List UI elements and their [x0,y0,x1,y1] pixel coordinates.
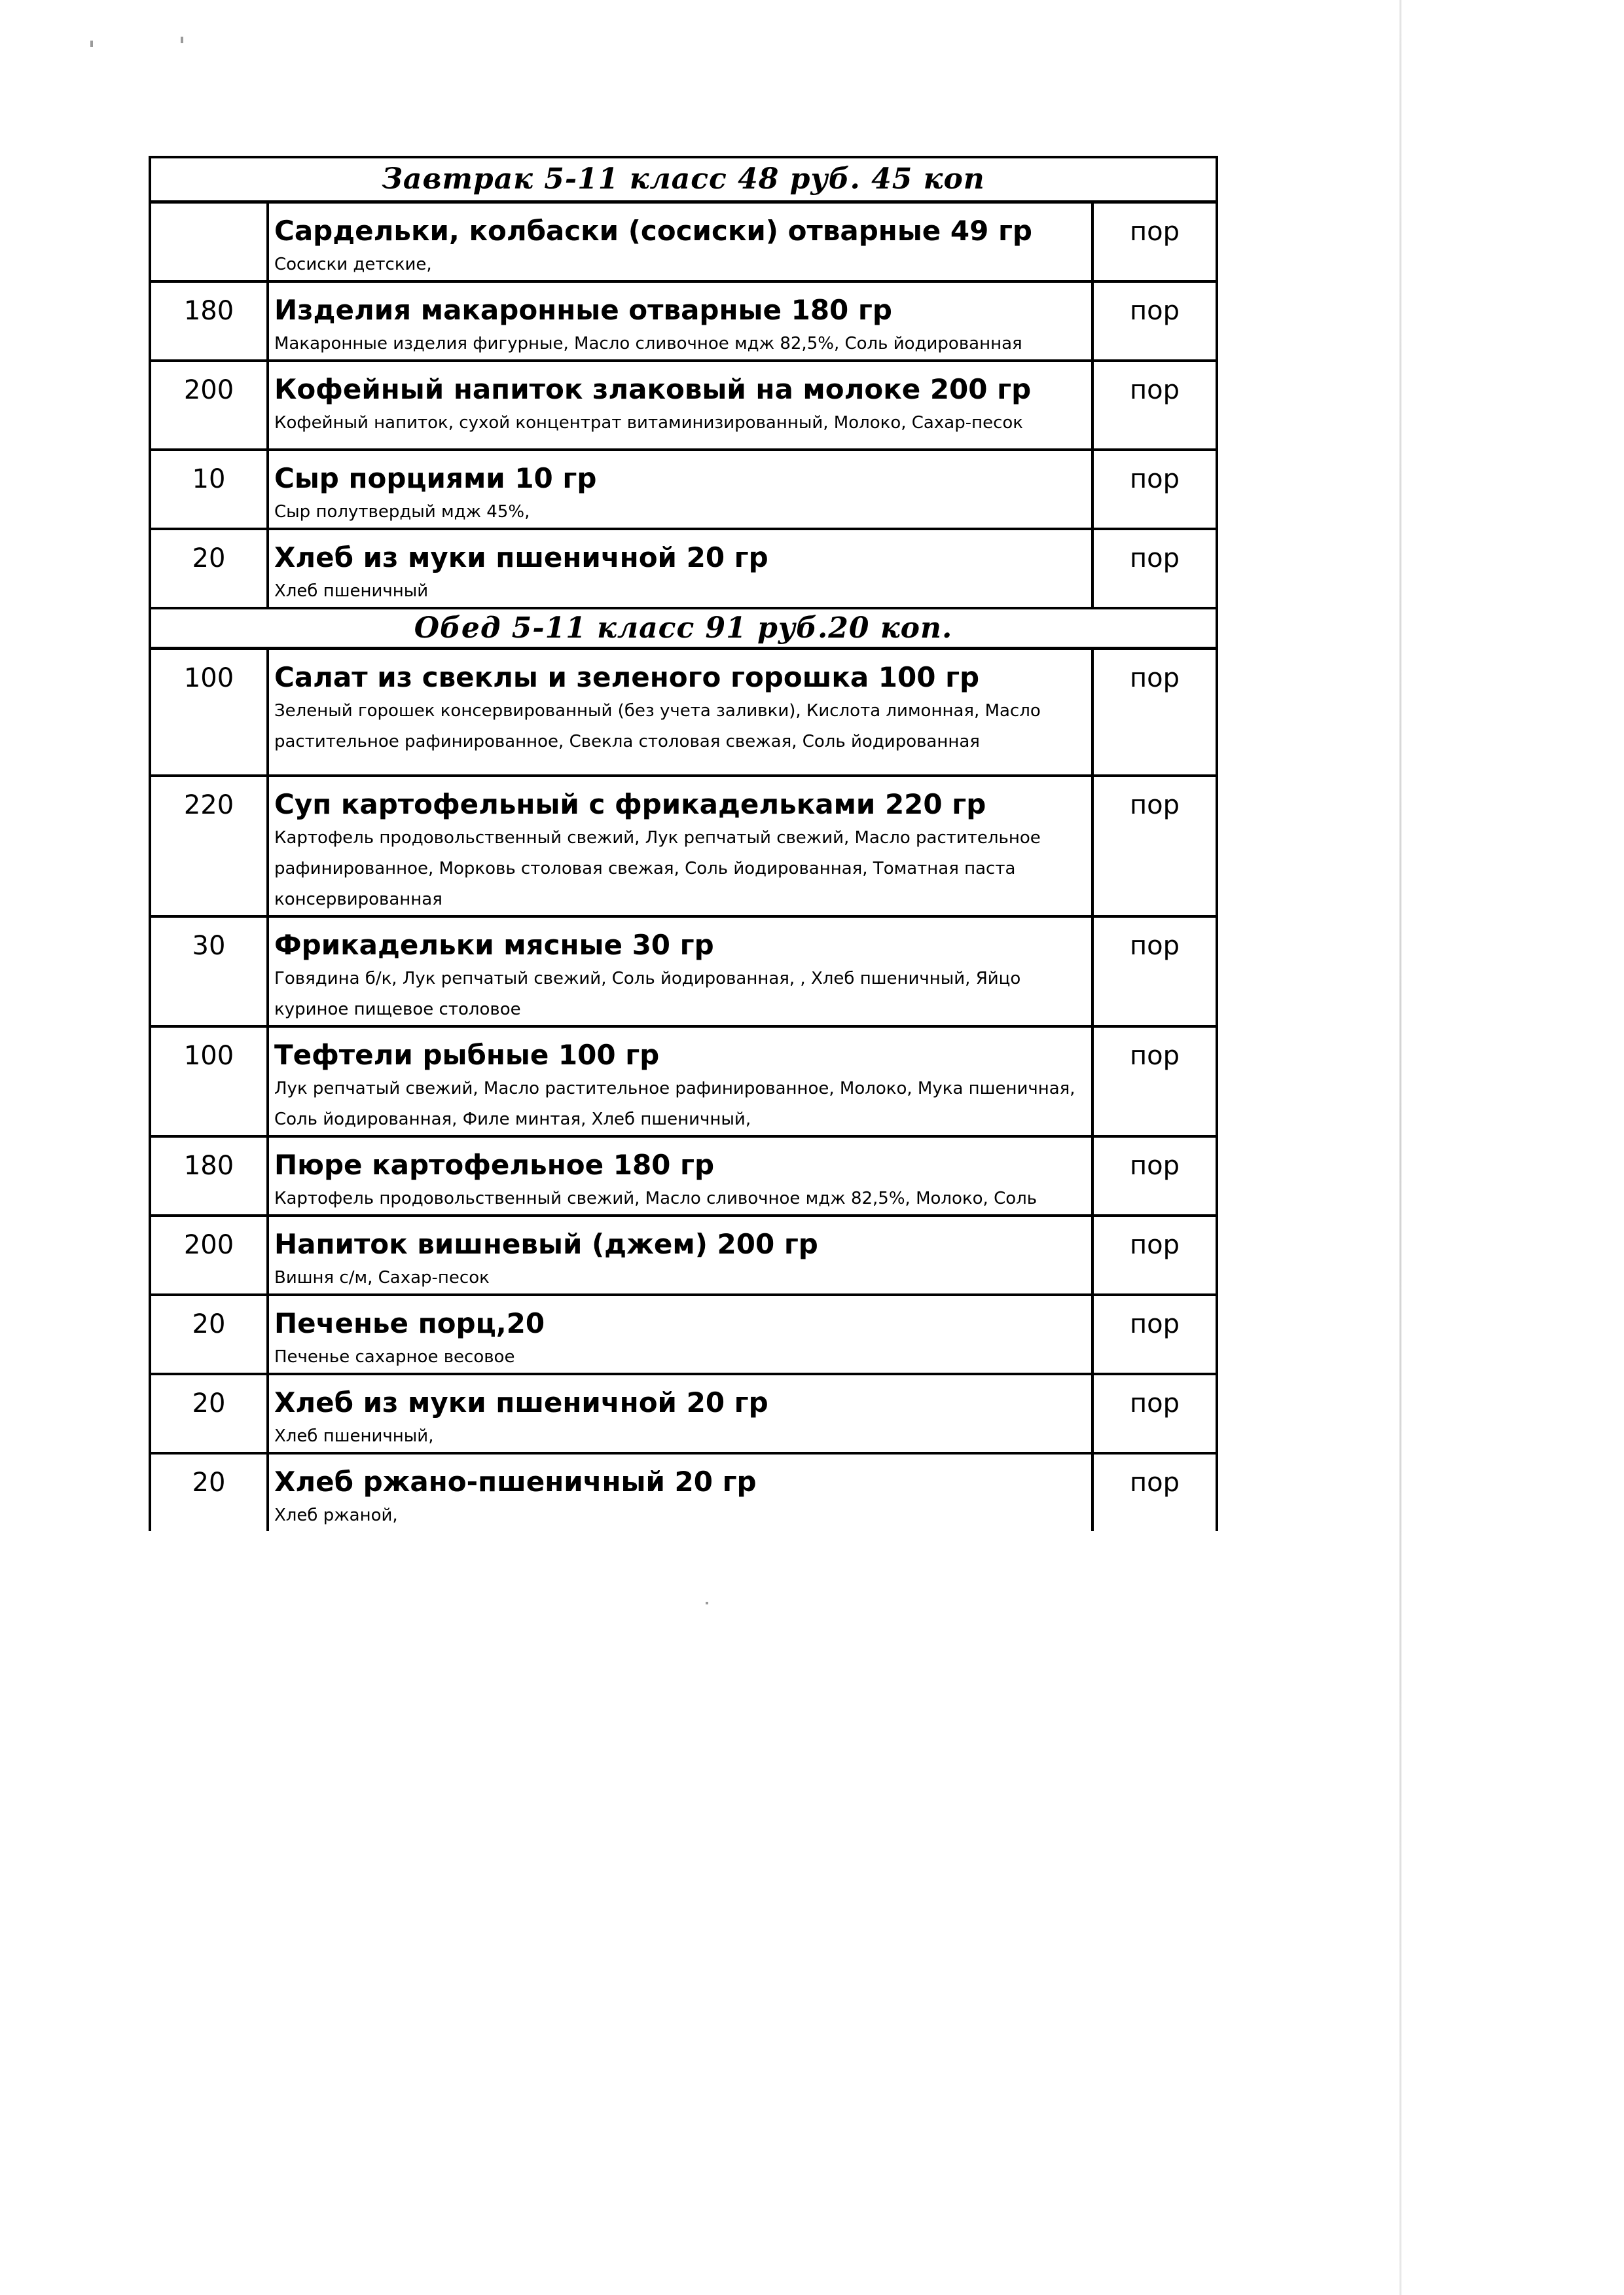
dish-cell [268,450,1092,529]
portion-cell [150,202,268,281]
dish-ingredients: Хлеб пшеничный, [274,1426,434,1446]
unit-cell: пор [1092,1216,1217,1295]
menu-row [150,649,1217,776]
unit-cell: пор [1092,281,1217,361]
unit-cell: пор [1092,202,1217,281]
dish-ingredients: Хлеб пшеничный [274,581,429,601]
unit-cell: пор [1092,1295,1217,1374]
dish-cell [268,361,1092,450]
portion-cell: 200 [150,361,268,450]
dish-name: Салат из свеклы и зеленого горошка 100 гр [274,661,980,693]
unit-cell: пор [1092,1136,1217,1216]
dish-ingredients: Лук репчатый свежий, Масло растительное рафинированное, Молоко, Мука пшеничная, Соль йодированная, Филе минтая, Хлеб пшеничный, [274,1078,1075,1129]
unit-cell: пор [1092,1374,1217,1453]
dish-cell [268,916,1092,1026]
section-header-breakfast [150,157,1217,202]
portion-cell: 20 [150,1374,268,1453]
menu-row [150,1026,1217,1136]
scan-speck [706,1602,708,1604]
portion-cell: 100 [150,1026,268,1136]
dish-cell [268,1453,1092,1531]
menu-row [150,1136,1217,1216]
portion-cell: 20 [150,1453,268,1531]
unit-cell: пор [1092,529,1217,608]
dish-cell [268,776,1092,916]
menu-row [150,361,1217,450]
dish-ingredients: Картофель продовольственный свежий, Масло сливочное мдж 82,5%, Молоко, Соль [274,1188,1038,1208]
scan-edge-line [1399,0,1401,2295]
dish-name: Изделия макаронные отварные 180 гр [274,293,892,326]
unit-cell: пор [1092,649,1217,776]
portion-cell: 30 [150,916,268,1026]
menu-row [150,1453,1217,1531]
dish-name: Хлеб из муки пшеничной 20 гр [274,541,768,573]
dish-ingredients: Картофель продовольственный свежий, Лук репчатый свежий, Масло растительное рафинированное, Морковь столовая свежая, Соль йодированная, Томатная паста консервированная [274,827,1041,909]
dish-ingredients: Хлеб ржаной, [274,1505,398,1525]
dish-cell [268,1295,1092,1374]
dish-ingredients: Сыр полутвердый мдж 45%, [274,501,530,522]
portion-cell: 10 [150,450,268,529]
dish-name: Пюре картофельное 180 гр [274,1148,715,1181]
portion-cell: 20 [150,1295,268,1374]
unit-cell: пор [1092,1453,1217,1531]
section-header-lunch [150,608,1217,649]
dish-name: Суп картофельный с фрикадельками 220 гр [274,787,986,820]
unit-cell: пор [1092,361,1217,450]
dish-name: Кофейный напиток злаковый на молоке 200 гр [274,372,1032,405]
portion-cell: 180 [150,281,268,361]
dish-name: Хлеб ржано-пшеничный 20 гр [274,1465,757,1498]
menu-row [150,916,1217,1026]
dish-ingredients: Говядина б/к, Лук репчатый свежий, Соль йодированная, , Хлеб пшеничный, Яйцо куриное пищевое столовое [274,968,1021,1019]
unit-cell: пор [1092,1026,1217,1136]
dish-name: Фрикадельки мясные 30 гр [274,928,714,961]
scan-speck [90,41,93,47]
scan-speck [181,37,183,43]
dish-name: Тефтели рыбные 100 гр [274,1038,660,1071]
menu-row [150,776,1217,916]
dish-name: Сардельки, колбаски (сосиски) отварные 49 гр [274,214,1032,247]
menu-row [150,529,1217,608]
dish-cell [268,202,1092,281]
dish-name: Хлеб из муки пшеничной 20 гр [274,1386,768,1419]
menu-row [150,450,1217,529]
dish-cell [268,281,1092,361]
dish-cell [268,1374,1092,1453]
dish-ingredients: Вишня с/м, Сахар-песок [274,1267,490,1288]
dish-ingredients: Зеленый горошек консервированный (без учета заливки), Кислота лимонная, Масло растительное рафинированное, Свекла столовая свежая, Соль йодированная [274,701,1041,751]
dish-ingredients: Макаронные изделия фигурные, Масло сливочное мдж 82,5%, Соль йодированная [274,333,1022,353]
dish-name: Напиток вишневый (джем) 200 гр [274,1227,818,1260]
portion-cell: 100 [150,649,268,776]
section-title: Завтрак 5-11 класс 48 руб. 45 коп [150,157,1217,202]
dish-ingredients: Кофейный напиток, сухой концентрат витаминизированный, Молоко, Сахар-песок [274,412,1023,433]
dish-name: Печенье порц,20 [274,1307,545,1339]
dish-cell [268,649,1092,776]
menu-row [150,1295,1217,1374]
unit-cell: пор [1092,450,1217,529]
menu-row [150,202,1217,281]
dish-cell [268,1136,1092,1216]
menu-row [150,281,1217,361]
portion-cell: 180 [150,1136,268,1216]
section-title: Обед 5-11 класс 91 руб.20 коп. [150,608,1217,649]
portion-cell: 220 [150,776,268,916]
menu-table [149,156,1218,1531]
dish-name: Сыр порциями 10 гр [274,461,597,494]
portion-cell: 200 [150,1216,268,1295]
unit-cell: пор [1092,776,1217,916]
unit-cell: пор [1092,916,1217,1026]
dish-cell [268,529,1092,608]
menu-row [150,1374,1217,1453]
dish-ingredients: Сосиски детские, [274,254,432,274]
dish-cell [268,1026,1092,1136]
dish-cell [268,1216,1092,1295]
portion-cell: 20 [150,529,268,608]
menu-row [150,1216,1217,1295]
dish-ingredients: Печенье сахарное весовое [274,1346,515,1367]
